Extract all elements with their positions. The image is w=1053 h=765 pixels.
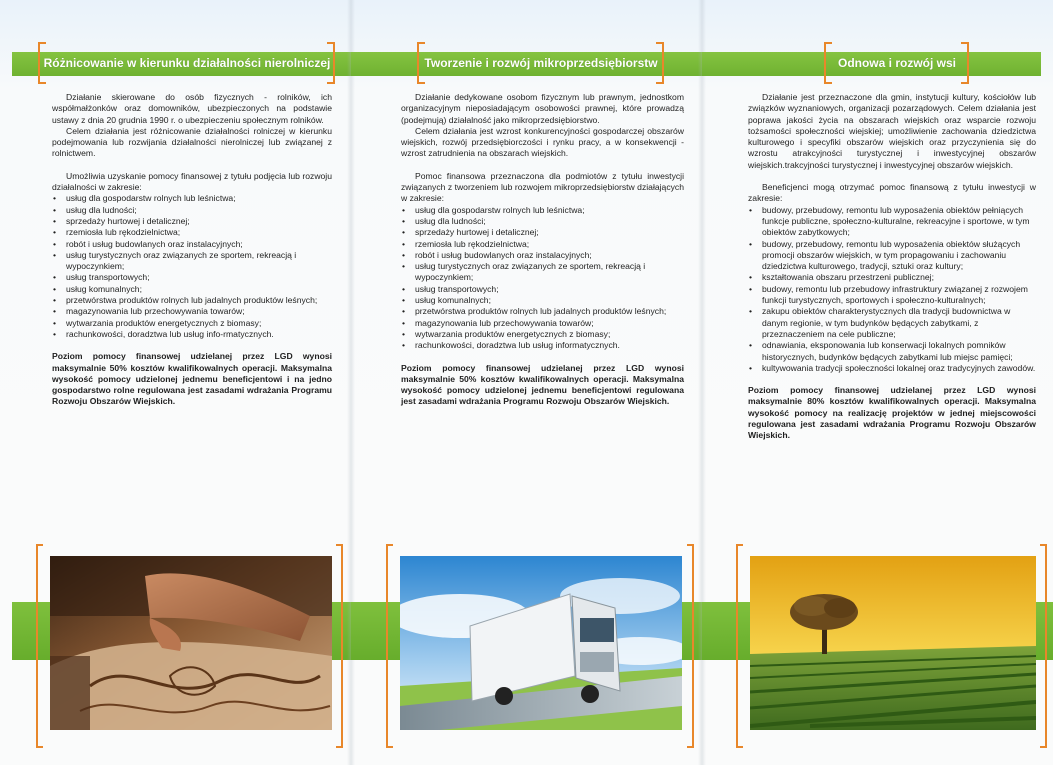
list-item: • przetwórstwa produktów rolnych lub jadalnych produktów leśnych; [53,295,318,306]
panel-microenterprises [351,0,702,765]
list-item: • usług dla ludności; [53,204,137,215]
photo-bracket-left [386,544,393,748]
list-item: • magazynowania lub przechowywania towarów; [53,306,245,317]
list-item: • rzemiosła lub rękodzielnictwa; [53,227,181,238]
list-item: • budowy, przebudowy, remontu lub wyposażenia obiektów pełniących funkcje publiczne, społeczno-kulturalne, rekreacyjne i sportowe, w tym obiektów zabytkowych; [749,204,1030,238]
photo-bracket-left [736,544,743,748]
funding-note: Poziom pomocy finansowej udzielanej przez LGD wynosi maksymalnie 50% kosztów kwalifikowalnych operacji. Maksymalna wysokość pomocy udzielonej jednemu beneficjentowi i na jedno gospodarstwo rolne regulowana jest zasadami wdrażania Programu Rozwoju Obszarów Wiejskich. [52,351,332,407]
list-item: • usług dla gospodarstw rolnych lub leśnictwa; [402,204,585,215]
photo-bracket-left [36,544,43,748]
vineyard-photo [750,556,1036,730]
panel-header [43,46,331,80]
panel-body [401,92,684,408]
paragraph: Działanie dedykowane osobom fizycznym lub prawnym, jednostkom organizacyjnym nieposiadającym osobowości prawnej, które prowadzą (podejmują) działalność jako mikroprzedsiębiorstwo. [401,92,684,125]
list-item: • usług komunalnych; [53,283,142,294]
list-item: • sprzedaży hurtowej i detalicznej; [402,227,539,238]
bullet-list [52,193,332,340]
paragraph: Umożliwia uzyskanie pomocy finansowej z tytułu podjęcia lub rozwoju działalności w zakresie: [52,170,332,193]
list-item: • zakupu obiektów charakterystycznych dla tradycji budownictwa w danym regionie, w tym budynków będących zabytkami, z przeznaczeniem na cele publiczne; [749,306,1011,339]
list-item: • usług transportowych; [402,283,499,294]
list-item: • rzemiosła lub rękodzielnictwa; [402,238,530,249]
bullet-list [748,205,1036,374]
panel-title: Odnowa i rozwój wsi [837,56,956,70]
paragraph: Działanie skierowane do osób fizycznych - rolników, ich współmałżonków oraz domowników, ubezpieczonych na podstawie ustawy z dnia 20 grudnia 1990 r. o ubezpieczeniu społecznym rolników. [52,92,332,125]
list-item: • usług turystycznych oraz związanych ze sportem, rekreacją i wypoczynkiem; [53,249,297,272]
panel-diversification [0,0,351,765]
list-item: • rachunkowości, doradztwa lub usług informatycznych. [402,340,620,351]
list-item: • wytwarzania produktów energetycznych z biomasy; [402,328,611,339]
list-item: • magazynowania lub przechowywania towarów; [402,317,594,328]
list-item: • kształtowania obszaru przestrzeni publicznej; [749,272,934,283]
bracket-left [824,42,832,84]
photo-bracket-right [336,544,343,748]
photo-bracket-right [687,544,694,748]
paragraph: Beneficjenci mogą otrzymać pomoc finansową z tytułu inwestycji w zakresie: [748,182,1036,204]
list-item: • rachunkowości, doradztwa lub usług info-rmatycznych. [53,328,274,339]
photo-bracket-right [1040,544,1047,748]
bracket-right [961,42,969,84]
bullet-list [401,205,684,352]
panel-title: Różnicowanie w kierunku działalności nierolniczej [43,56,331,70]
paragraph: Pomoc finansowa przeznaczona dla podmiotów z tytułu inwestycji związanych z tworzeniem lub rozwojem mikroprzedsiębiorstw działających w zakresie: [401,170,684,204]
list-item: • usług dla ludności; [402,215,486,226]
list-item: • budowy, remontu lub przebudowy infrastruktury związanej z rozwojem funkcji turystycznych, sportowych i społeczno-kulturalnych; [749,283,1028,306]
list-item: • odnawiania, eksponowania lub konserwacji lokalnych pomników historycznych, budynków będących zabytkami lub miejsc pamięci; [749,340,1013,362]
panel-village-renewal [702,0,1053,765]
panel-body [52,92,332,408]
list-item: • robót i usług budowlanych oraz instalacyjnych; [53,238,243,249]
panel-header [425,46,657,80]
panel-header [832,46,962,80]
paragraph: Celem działania jest wzrost konkurencyjności gospodarczej obszarów wiejskich, rozwój przedsiębiorczości i rynku pracy, a w konsekwencji - wzrost zatrudnienia na obszarach wiejskich. [401,125,684,159]
list-item: • robót i usług budowlanych oraz instalacyjnych; [402,249,592,260]
list-item: • przetwórstwa produktów rolnych lub jadalnych produktów leśnych; [402,306,667,317]
list-item: • usług transportowych; [53,272,150,283]
list-item: • wytwarzania produktów energetycznych z biomasy; [53,317,262,328]
panel-title: Tworzenie i rozwój mikroprzedsiębiorstw [424,56,658,70]
list-item: • budowy, przebudowy, remontu lub wyposażenia obiektów służących promocji obszarów wiejskich, w tym propagowaniu i zachowaniu dziedzictwa kulturowego, tradycji, sztuki oraz kultury; [749,238,1021,272]
list-item: • kultywowania tradycji społeczności lokalnej oraz tradycyjnych zawodów. [749,362,1036,373]
list-item: • usług dla gospodarstw rolnych lub leśnictwa; [53,193,236,204]
paragraph: Działanie jest przeznaczone dla gmin, instytucji kultury, kościołów lub związków wyznaniowych, organizacji pozarządowych. Celem działania jest poprawa jakości życia na obszarach wiejskich oraz wsparcie rozwoju tożsamości społeczności wiejskiej; umożliwienie zachowania dziedzictwa kulturowego i specyfiki obszarów wiejskich oraz przyczynienia się do wzrostu atrakcyjności turystycznej i inwestycyjnej obszarów wiejskich.trakcyjności turystycznej i inwestycyjnej obszarów wiejskich. [748,92,1036,170]
funding-note: Poziom pomocy finansowej udzielanej przez LGD wynosi maksymalnie 50% kosztów kwalifikowalnych operacji. Maksymalna wysokość pomocy udzielonej jednemu beneficjentowi regulowana jest zasadami wdrażania Programu Rozwoju Obszarów Wiejskich. [401,362,684,407]
panel-body [748,92,1036,442]
funding-note: Poziom pomocy finansowej udzielanej przez LGD wynosi maksymalnie 80% kosztów kwalifikowalnych operacji. Maksymalna wysokość pomocy na realizację projektów w jednej miejscowości regulowana jest zasadami wdrażania Programu Rozwoju Obszarów Wiejskich. [748,385,1036,441]
list-item: • sprzedaży hurtowej i detalicznej; [53,215,190,226]
list-item: • usług komunalnych; [402,295,491,306]
wood-carving-photo [50,556,332,730]
paragraph: Celem działania jest różnicowanie działalności rolniczej w kierunku podejmowania lub rozwijania działalności nierolniczej lub związanej z rolnictwem. [52,125,332,159]
truck-photo [400,556,682,730]
list-item: • usług turystycznych oraz związanych ze sportem, rekreacją i wypoczynkiem; [402,261,646,283]
